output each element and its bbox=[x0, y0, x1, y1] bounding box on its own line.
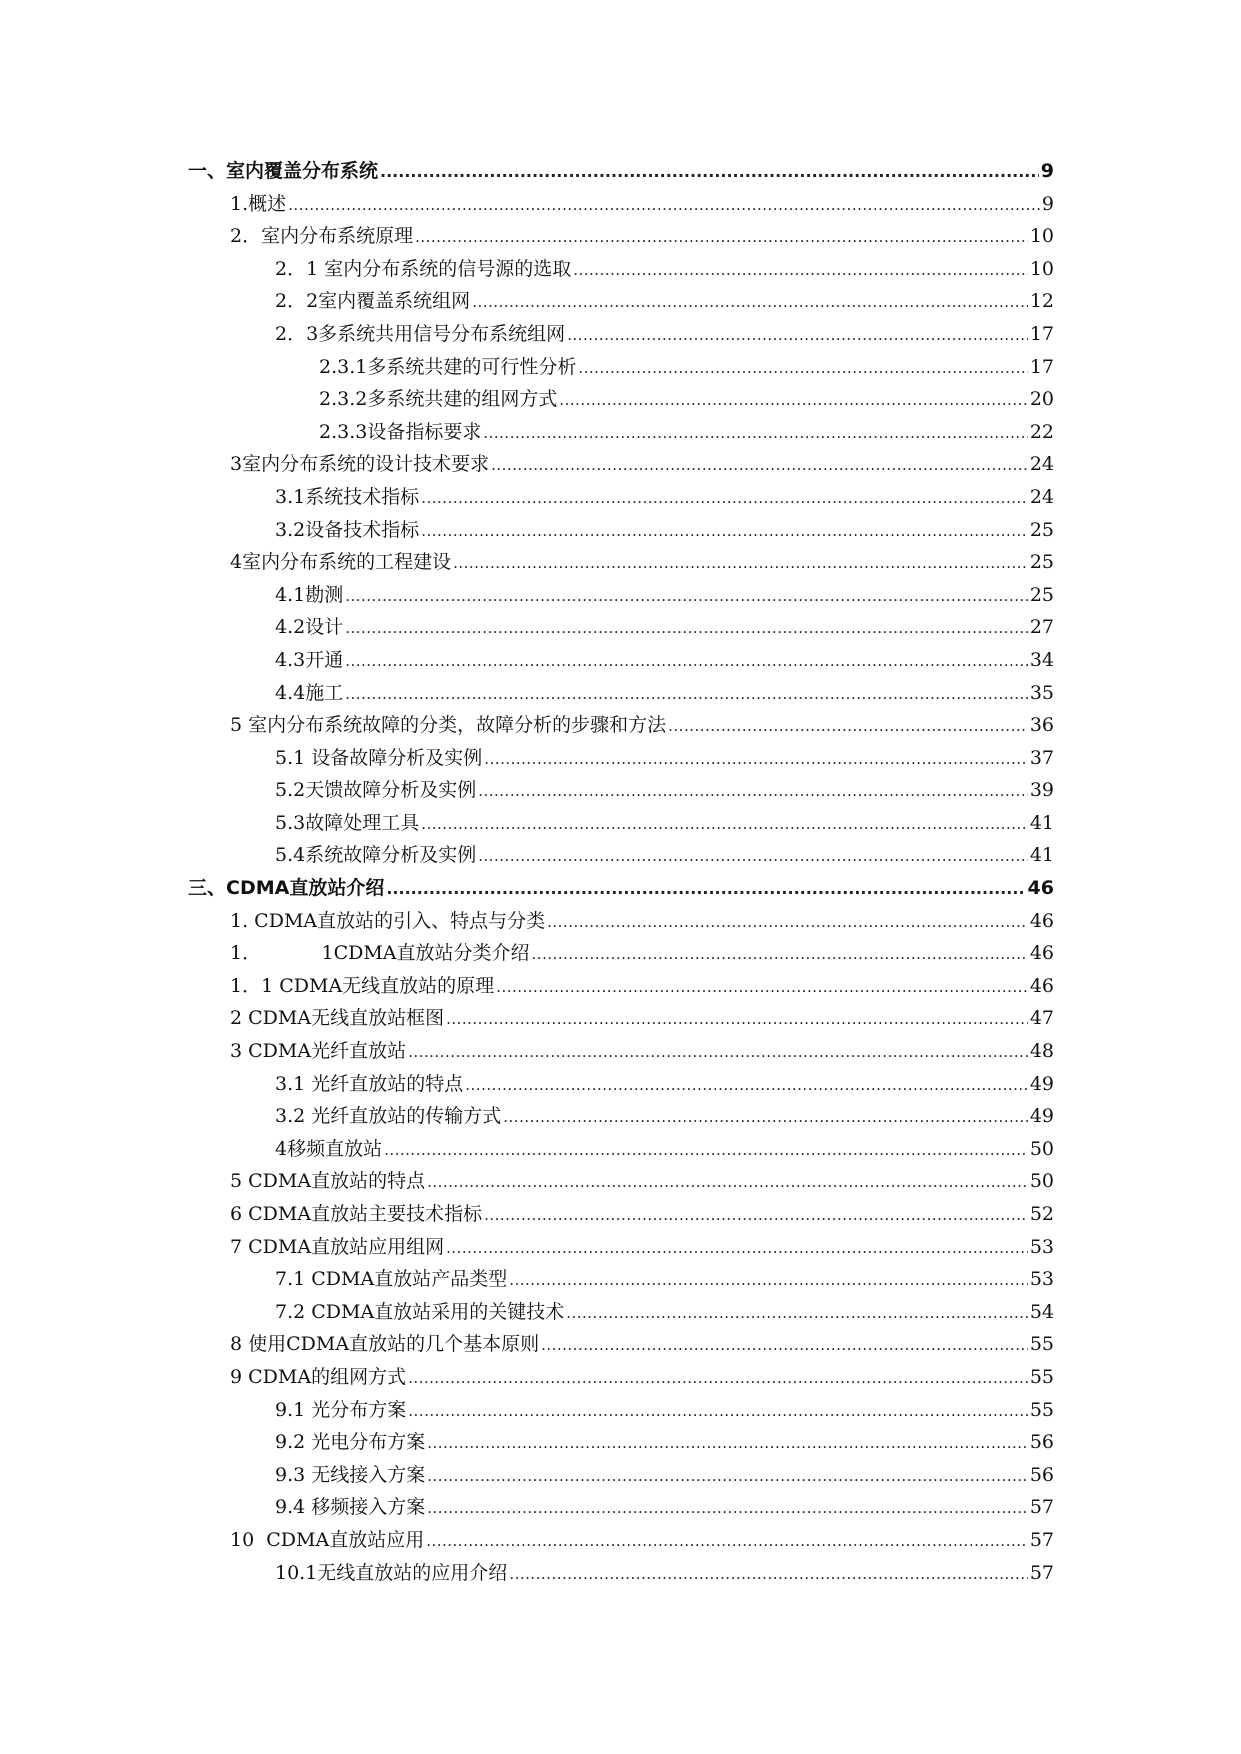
toc-page-number: 35 bbox=[1029, 681, 1054, 704]
dot-leader bbox=[453, 547, 1028, 580]
toc-entry[interactable] bbox=[188, 1361, 1054, 1394]
dot-leader bbox=[446, 1232, 1028, 1265]
toc-entry-title: 2.3.3设备指标要求 bbox=[319, 420, 482, 443]
toc-entry[interactable] bbox=[188, 1557, 1054, 1590]
toc-entry[interactable] bbox=[188, 1198, 1054, 1231]
toc-entry-title: 4移频直放站 bbox=[275, 1137, 383, 1160]
toc-entry[interactable] bbox=[188, 448, 1054, 481]
dot-leader bbox=[408, 1395, 1028, 1428]
toc-page-number: 55 bbox=[1029, 1333, 1054, 1356]
toc-entry-title: 4.1勘测 bbox=[275, 583, 344, 606]
toc-entry-title: 3.1 光纤直放站的特点 bbox=[275, 1072, 464, 1095]
toc-entry-title: 2．3多系统共用信号分布系统组网 bbox=[275, 322, 566, 345]
toc-entry-title: 9.3 无线接入方案 bbox=[275, 1463, 426, 1486]
dot-leader bbox=[384, 1134, 1028, 1167]
toc-page-number: 57 bbox=[1029, 1528, 1054, 1551]
toc-page-number: 55 bbox=[1029, 1365, 1054, 1388]
toc-entry-title: 4.4施工 bbox=[275, 681, 344, 704]
toc-entry-title: 5 室内分布系统故障的分类，故障分析的步骤和方法 bbox=[230, 714, 667, 737]
dot-leader bbox=[472, 286, 1028, 319]
toc-entry-title: 7.2 CDMA直放站采用的关键技术 bbox=[275, 1300, 565, 1323]
dot-leader bbox=[345, 678, 1028, 711]
toc-entry[interactable] bbox=[188, 905, 1054, 938]
toc-page-number: 55 bbox=[1029, 1398, 1054, 1421]
dot-leader bbox=[427, 1427, 1028, 1460]
toc-entry-title: 8 使用CDMA直放站的几个基本原则 bbox=[230, 1333, 540, 1356]
toc-page-number: 9 bbox=[1041, 192, 1054, 215]
toc-page-number: 47 bbox=[1029, 1007, 1054, 1030]
toc-entry-title: 2．室内分布系统原理 bbox=[230, 225, 414, 248]
toc-page-number: 10 bbox=[1029, 257, 1054, 280]
toc-page-number: 10 bbox=[1029, 225, 1054, 248]
toc-entry[interactable] bbox=[188, 1328, 1054, 1361]
toc-page-number: 49 bbox=[1029, 1072, 1054, 1095]
toc-entry-title: 1.概述 bbox=[230, 192, 287, 215]
toc-page-number: 46 bbox=[1029, 974, 1054, 997]
toc-entry-title: 1． 1CDMA直放站分类介绍 bbox=[230, 942, 530, 965]
toc-entry[interactable] bbox=[188, 318, 1054, 351]
toc-page-number: 56 bbox=[1029, 1431, 1054, 1454]
toc-entry[interactable] bbox=[188, 742, 1054, 775]
toc-entry-title: 9.1 光分布方案 bbox=[275, 1398, 407, 1421]
toc-entry-title: 9.4 移频接入方案 bbox=[275, 1496, 426, 1519]
toc-page-number: 25 bbox=[1029, 551, 1054, 574]
toc-entry[interactable] bbox=[188, 1524, 1054, 1557]
toc-page-number: 20 bbox=[1029, 388, 1054, 411]
dot-leader bbox=[408, 1036, 1028, 1069]
toc-entry-title: 3.1系统技术指标 bbox=[275, 485, 420, 508]
toc-entry[interactable] bbox=[188, 1263, 1054, 1296]
toc-page-number: 12 bbox=[1029, 290, 1054, 313]
dot-leader bbox=[345, 645, 1028, 678]
toc-page-number: 39 bbox=[1029, 779, 1054, 802]
toc-page-number: 46 bbox=[1027, 877, 1054, 900]
dot-leader bbox=[566, 1297, 1028, 1330]
dot-leader bbox=[496, 971, 1028, 1004]
toc-page-number: 46 bbox=[1029, 909, 1054, 932]
toc-entry[interactable] bbox=[188, 188, 1054, 221]
toc-entry[interactable] bbox=[188, 839, 1054, 872]
toc-entry-title: 2．1 室内分布系统的信号源的选取 bbox=[275, 257, 572, 280]
toc-entry[interactable] bbox=[188, 1231, 1054, 1264]
toc-page-number: 17 bbox=[1029, 355, 1054, 378]
dot-leader bbox=[421, 482, 1028, 515]
dot-leader bbox=[559, 384, 1027, 417]
toc-entry-title: 10.1无线直放站的应用介绍 bbox=[275, 1561, 508, 1584]
toc-entry[interactable] bbox=[188, 970, 1054, 1003]
toc-page-number: 53 bbox=[1029, 1268, 1054, 1291]
toc-page-number: 25 bbox=[1029, 583, 1054, 606]
dot-leader bbox=[345, 612, 1028, 645]
toc-entry[interactable] bbox=[188, 514, 1054, 547]
toc-entry-title: 2.3.2多系统共建的组网方式 bbox=[319, 388, 558, 411]
dot-leader bbox=[345, 580, 1028, 613]
dot-leader bbox=[446, 1003, 1028, 1036]
toc-page-number: 57 bbox=[1029, 1496, 1054, 1519]
toc-entry[interactable] bbox=[188, 351, 1054, 384]
toc-entry[interactable] bbox=[188, 579, 1054, 612]
toc-entry-title: 7.1 CDMA直放站产品类型 bbox=[275, 1268, 508, 1291]
toc-entry-title: 3.2设备技术指标 bbox=[275, 518, 420, 541]
toc-entry[interactable] bbox=[188, 383, 1054, 416]
toc-entry[interactable] bbox=[188, 1491, 1054, 1524]
dot-leader bbox=[573, 254, 1028, 287]
dot-leader bbox=[541, 1329, 1028, 1362]
toc-entry[interactable] bbox=[188, 937, 1054, 970]
dot-leader bbox=[380, 156, 1039, 189]
toc-entry[interactable] bbox=[188, 220, 1054, 253]
toc-entry-title: 10 CDMA直放站应用 bbox=[230, 1528, 425, 1551]
toc-entry-title: 5.1 设备故障分析及实例 bbox=[275, 746, 483, 769]
toc-entry[interactable] bbox=[188, 1035, 1054, 1068]
toc-entry[interactable] bbox=[188, 1133, 1054, 1166]
toc-entry-title: 7 CDMA直放站应用组网 bbox=[230, 1235, 445, 1258]
toc-page-number: 54 bbox=[1029, 1300, 1054, 1323]
dot-leader bbox=[484, 1199, 1028, 1232]
toc-page-number: 48 bbox=[1029, 1040, 1054, 1063]
dot-leader bbox=[478, 775, 1028, 808]
toc-page-number: 57 bbox=[1029, 1561, 1054, 1584]
toc-entry[interactable] bbox=[188, 546, 1054, 579]
toc-entry-title: 三、CDMA直放站介绍 bbox=[188, 877, 385, 900]
toc-entry-title: 4.2设计 bbox=[275, 616, 344, 639]
toc-entry-title: 9.2 光电分布方案 bbox=[275, 1431, 426, 1454]
dot-leader bbox=[484, 743, 1028, 776]
toc-page-number: 37 bbox=[1029, 746, 1054, 769]
toc-entry[interactable] bbox=[188, 709, 1054, 742]
toc-page-number: 52 bbox=[1029, 1203, 1054, 1225]
toc-entry[interactable] bbox=[188, 677, 1054, 710]
toc-entry-title: 3.2 光纤直放站的传输方式 bbox=[275, 1105, 502, 1128]
toc-entry-title: 2．2室内覆盖系统组网 bbox=[275, 290, 471, 313]
toc-page-number: 50 bbox=[1029, 1170, 1054, 1193]
dot-leader bbox=[427, 1460, 1028, 1493]
toc-entry-title: 2.3.1多系统共建的可行性分析 bbox=[319, 355, 577, 378]
toc-page-number: 17 bbox=[1029, 322, 1054, 345]
toc-entry[interactable] bbox=[188, 416, 1054, 449]
toc-page-number: 36 bbox=[1029, 714, 1054, 737]
toc-entry[interactable] bbox=[188, 253, 1054, 286]
toc-page-number: 9 bbox=[1040, 160, 1054, 182]
dot-leader bbox=[567, 319, 1028, 352]
dot-leader bbox=[503, 1101, 1028, 1134]
dot-leader bbox=[421, 515, 1028, 548]
toc-entry-title: 1．1 CDMA无线直放站的原理 bbox=[230, 974, 495, 997]
toc-page-number: 56 bbox=[1029, 1463, 1054, 1486]
dot-leader bbox=[491, 449, 1028, 482]
toc-entry[interactable] bbox=[188, 611, 1054, 644]
toc-entry-title: 5.4系统故障分析及实例 bbox=[275, 844, 477, 867]
toc-entry-title: 3 CDMA光纤直放站 bbox=[230, 1040, 407, 1063]
dot-leader bbox=[465, 1069, 1028, 1102]
toc-entry[interactable] bbox=[188, 1296, 1054, 1329]
dot-leader bbox=[427, 1166, 1028, 1199]
toc-page-number: 27 bbox=[1029, 616, 1054, 639]
dot-leader bbox=[288, 189, 1040, 222]
toc-entry[interactable] bbox=[188, 1394, 1054, 1427]
toc-entry-title: 5.3故障处理工具 bbox=[275, 811, 420, 834]
dot-leader bbox=[509, 1264, 1028, 1297]
toc-entry[interactable] bbox=[188, 1165, 1054, 1198]
toc-entry[interactable] bbox=[188, 285, 1054, 318]
toc-entry-title: 2 CDMA无线直放站框图 bbox=[230, 1007, 445, 1030]
toc-page-number: 24 bbox=[1029, 485, 1054, 508]
toc-entry-title: 9 CDMA的组网方式 bbox=[230, 1365, 407, 1388]
toc-page-number: 53 bbox=[1029, 1235, 1054, 1258]
toc-page-number: 34 bbox=[1029, 648, 1054, 671]
toc-entry-title: 一、室内覆盖分布系统 bbox=[188, 160, 379, 182]
dot-leader bbox=[427, 1492, 1028, 1525]
dot-leader bbox=[426, 1525, 1028, 1558]
toc-page-number: 41 bbox=[1029, 811, 1054, 834]
dot-leader bbox=[386, 873, 1025, 906]
toc-entry-title: 1. CDMA直放站的引入、特点与分类 bbox=[230, 909, 546, 932]
toc-entry[interactable] bbox=[188, 481, 1054, 514]
toc-entry-title: 4室内分布系统的工程建设 bbox=[230, 551, 452, 574]
toc-page-number: 50 bbox=[1029, 1137, 1054, 1160]
toc-entry-title: 3室内分布系统的设计技术要求 bbox=[230, 453, 490, 476]
dot-leader bbox=[578, 352, 1027, 385]
dot-leader bbox=[421, 808, 1028, 841]
dot-leader bbox=[547, 906, 1028, 939]
toc-entry[interactable] bbox=[188, 807, 1054, 840]
toc-page-number: 22 bbox=[1029, 420, 1054, 443]
table-of-contents bbox=[188, 155, 1054, 1589]
toc-chapter-entry[interactable] bbox=[188, 872, 1054, 905]
dot-leader bbox=[483, 417, 1027, 450]
toc-entry-title: 6 CDMA直放站主要技术指标 bbox=[230, 1203, 483, 1225]
toc-entry[interactable] bbox=[188, 1002, 1054, 1035]
dot-leader bbox=[532, 938, 1028, 971]
toc-entry-title: 5.2天馈故障分析及实例 bbox=[275, 779, 477, 802]
toc-entry-title: 5 CDMA直放站的特点 bbox=[230, 1170, 426, 1193]
toc-page-number: 25 bbox=[1029, 518, 1054, 541]
dot-leader bbox=[415, 221, 1028, 254]
toc-entry[interactable] bbox=[188, 774, 1054, 807]
toc-page-number: 49 bbox=[1029, 1105, 1054, 1128]
toc-chapter-entry[interactable] bbox=[188, 155, 1054, 188]
dot-leader bbox=[478, 840, 1028, 873]
toc-entry[interactable] bbox=[188, 1426, 1054, 1459]
toc-page-number: 24 bbox=[1029, 453, 1054, 476]
toc-entry[interactable] bbox=[188, 1068, 1054, 1101]
toc-entry-title: 4.3开通 bbox=[275, 648, 344, 671]
toc-entry[interactable] bbox=[188, 644, 1054, 677]
dot-leader bbox=[509, 1558, 1028, 1591]
dot-leader bbox=[668, 710, 1028, 743]
toc-entry[interactable] bbox=[188, 1100, 1054, 1133]
toc-entry[interactable] bbox=[188, 1459, 1054, 1492]
dot-leader bbox=[408, 1362, 1028, 1395]
toc-page-number: 46 bbox=[1029, 942, 1054, 965]
toc-page-number: 41 bbox=[1029, 844, 1054, 867]
